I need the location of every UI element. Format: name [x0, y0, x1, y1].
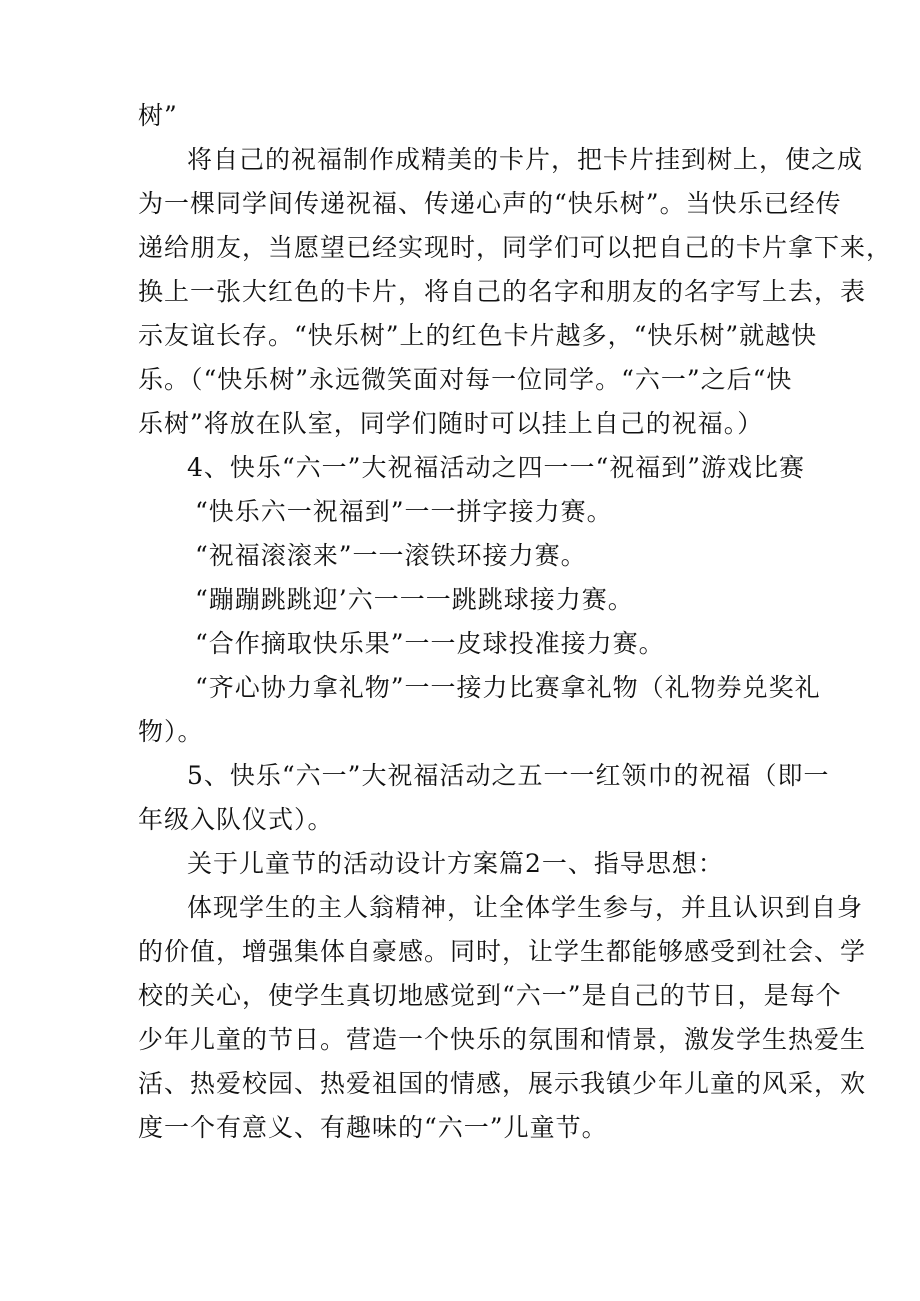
text-line: 年级入队仪式）。	[138, 805, 334, 834]
text-line: “快乐六一祝福到”一一拼字接力赛。	[195, 497, 613, 526]
text-line: 示友谊长存。“快乐树”上的红色卡片越多，“快乐树”就越快	[138, 321, 818, 350]
text-line: 活、热爱校园、热爱祖国的情感，展示我镇少年儿童的风采，欢	[138, 1069, 867, 1098]
text-line: 递给朋友，当愿望已经实现时，同学们可以把自己的卡片拿下来，	[138, 233, 893, 262]
text-line: 度一个有意义、有趣味的“六一”儿童节。	[138, 1113, 608, 1142]
text-line: “祝福滚滚来”一一滚铁环接力赛。	[195, 541, 587, 570]
text-line: 的价值，增强集体自豪感。同时，让学生都能够感受到社会、学	[138, 937, 867, 966]
text-line: 少年儿童的节日。营造一个快乐的氛围和情景，激发学生热爱生	[138, 1025, 867, 1054]
text-line: 为一棵同学间传递祝福、传递心声的“快乐树”。当快乐已经传	[138, 189, 842, 218]
text-line: 校的关心，使学生真切地感觉到“六一”是自己的节日，是每个	[138, 981, 842, 1010]
section-heading: 4、快乐“六一”大祝福活动之四一一“祝福到”游戏比赛	[187, 453, 806, 482]
text-line: 换上一张大红色的卡片，将自己的名字和朋友的名字写上去，表	[138, 277, 867, 306]
text-line: 乐树”将放在队室，同学们随时可以挂上自己的祝福。）	[138, 409, 764, 438]
section-heading: 关于儿童节的活动设计方案篇2一、指导思想：	[187, 849, 724, 878]
text-line: “齐心协力拿礼物”一一接力比赛拿礼物（礼物券兑奖礼	[195, 673, 821, 702]
text-line: 物）。	[138, 717, 204, 746]
text-line: “蹦蹦跳跳迎’六一一一跳跳球接力赛。	[195, 585, 634, 614]
text-line: 体现学生的主人翁精神，让全体学生参与，并且认识到自身	[187, 893, 864, 922]
text-line: 将自己的祝福制作成精美的卡片，把卡片挂到树上，使之成	[187, 145, 864, 174]
section-heading: 5、快乐“六一”大祝福活动之五一一红领巾的祝福（即一	[187, 761, 830, 790]
text-line: 乐。（“快乐树”永远微笑面对每一位同学。“六一”之后“快	[138, 365, 793, 394]
text-line: “合作摘取快乐果”一一皮球投准接力赛。	[195, 629, 665, 658]
text-line: 树”	[138, 101, 178, 130]
